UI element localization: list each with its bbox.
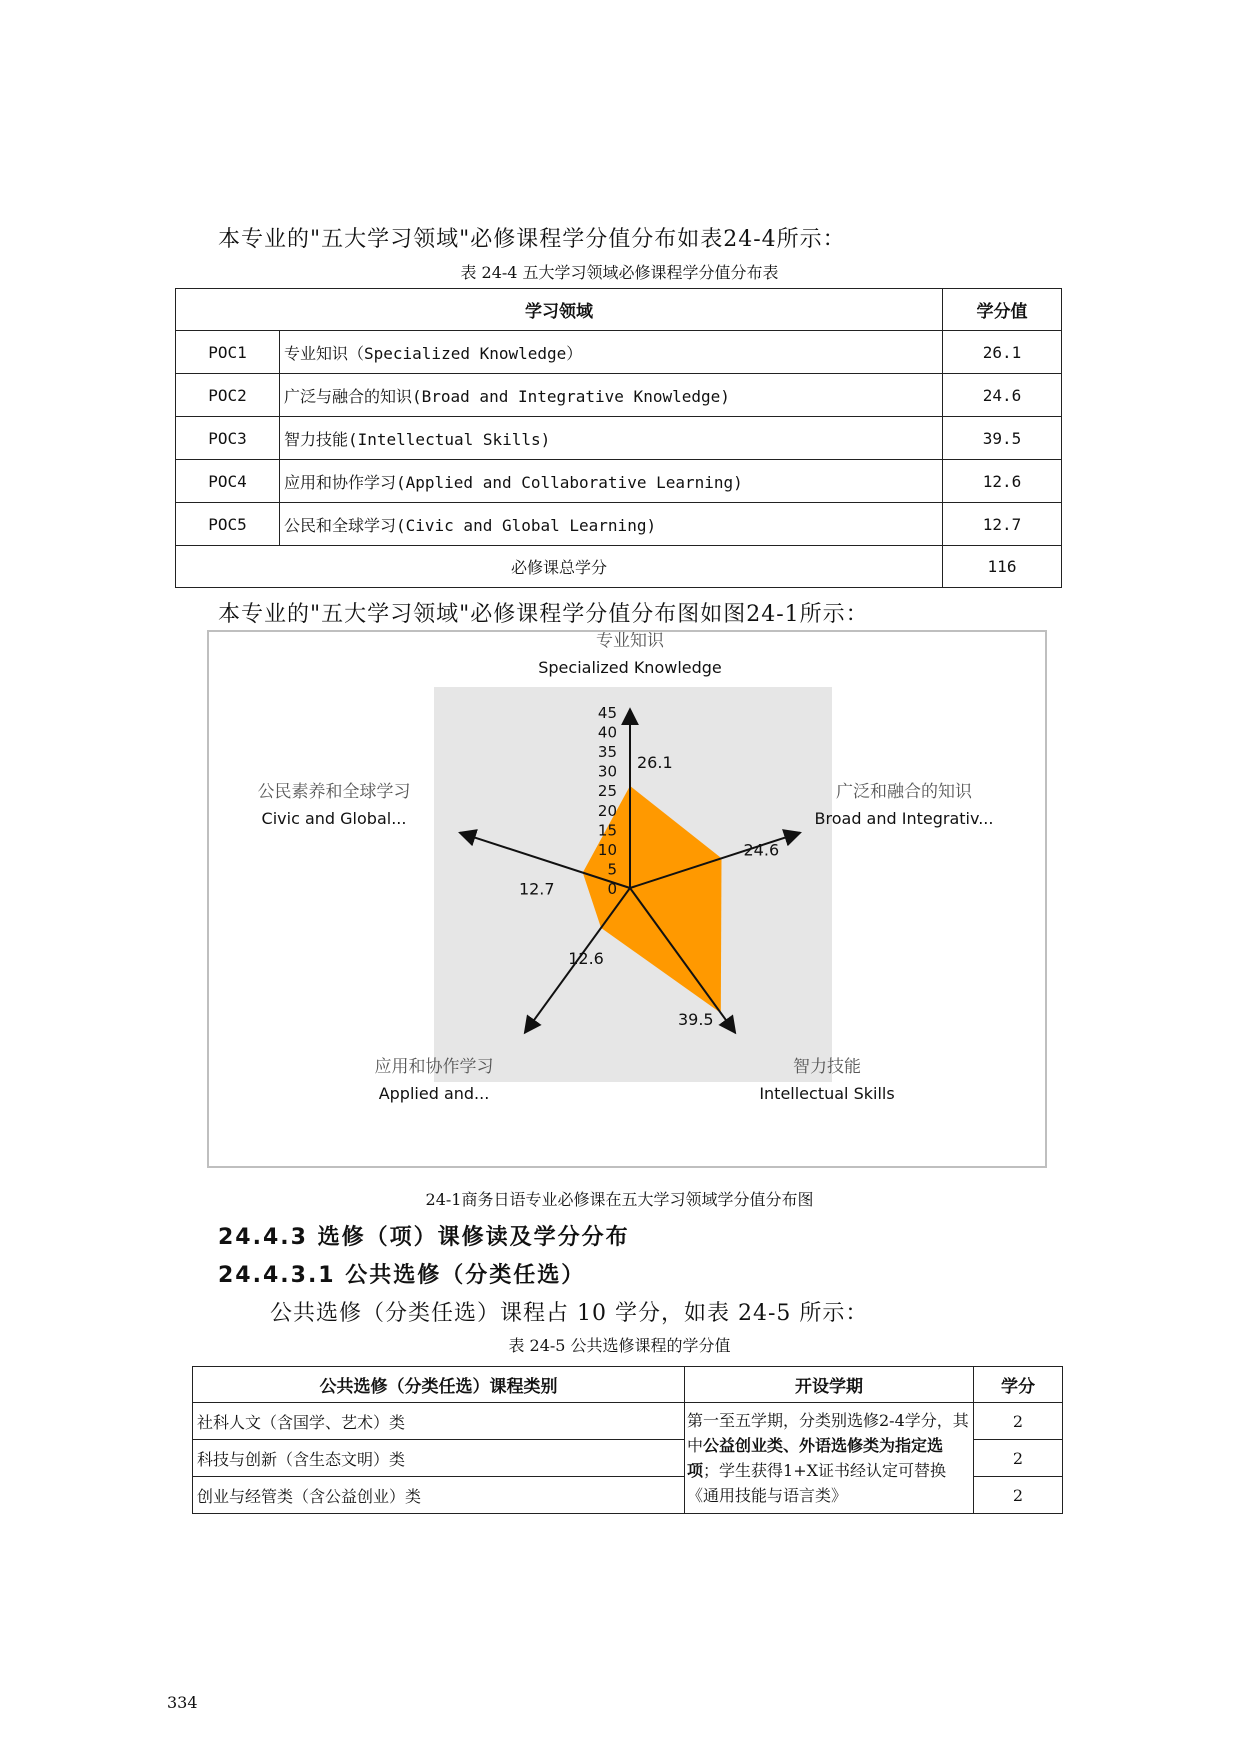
semester-cell <box>685 1403 974 1514</box>
category-label-en: Applied and... <box>378 1084 490 1103</box>
table-row <box>176 374 1062 417</box>
table2-caption: 表 24-5 公共选修课程的学分值 <box>508 1336 731 1355</box>
table-row <box>176 417 1062 460</box>
section-heading-24-4-3: 24.4.3 选修（项）课修读及学分分布 <box>218 1225 630 1250</box>
header-category: 公共选修（分类任选）课程类别 <box>193 1367 685 1403</box>
row-code: POC2 <box>176 374 280 417</box>
row-value: 12.6 <box>943 460 1062 503</box>
row-name: 应用和协作学习(Applied and Collaborative Learning) <box>280 460 943 503</box>
table-row <box>176 503 1062 546</box>
data-label: 26.1 <box>637 752 673 772</box>
category-label-cn: 专业知识 <box>596 632 664 651</box>
row-value: 12.7 <box>943 503 1062 546</box>
table-row <box>193 1403 1063 1440</box>
row-name: 广泛与融合的知识(Broad and Integrative Knowledge) <box>280 374 943 417</box>
radar-chart-frame <box>207 630 1047 1168</box>
table-row <box>176 331 1062 374</box>
category-label-cn: 智力技能 <box>793 1057 861 1077</box>
row-code: POC5 <box>176 503 280 546</box>
axis-tick-label: 5 <box>607 860 617 879</box>
elective-credit-table <box>192 1366 1063 1514</box>
axis-tick-label: 30 <box>597 762 617 781</box>
intro-paragraph-1: 本专业的"五大学习领域"必修课程学分值分布如表24-4所示： <box>218 227 846 252</box>
row-category: 社科人文（含国学、艺术）类 <box>193 1403 685 1440</box>
row-name: 专业知识（Specialized Knowledge） <box>280 331 943 374</box>
data-label: 39.5 <box>677 1009 714 1029</box>
total-value: 116 <box>943 546 1062 588</box>
section-heading-24-4-3-1: 24.4.3.1 公共选修（分类任选） <box>218 1263 586 1288</box>
category-label-cn: 公民素养和全球学习 <box>257 782 411 802</box>
row-category: 科技与创新（含生态文明）类 <box>193 1440 685 1477</box>
header-domain: 学习领域 <box>176 289 943 331</box>
category-label-en: Civic and Global... <box>261 809 407 828</box>
category-label-cn: 广泛和融合的知识 <box>836 782 972 802</box>
row-value: 24.6 <box>943 374 1062 417</box>
row-value: 39.5 <box>943 417 1062 460</box>
category-label-cn: 应用和协作学习 <box>374 1057 494 1077</box>
table1-caption: 表 24-4 五大学习领域必修课程学分值分布表 <box>460 263 779 282</box>
table-row <box>176 460 1062 503</box>
category-label-en: Broad and Integrativ... <box>814 809 994 828</box>
row-code: POC4 <box>176 460 280 503</box>
axis-tick-label: 15 <box>597 821 617 840</box>
semester-text-2: ；学生获得1+X证书经认定可替换《通用技能与语言类》 <box>687 1461 946 1505</box>
intro-paragraph-2: 本专业的"五大学习领域"必修课程学分值分布图如图24-1所示： <box>218 602 869 627</box>
row-credit: 2 <box>974 1440 1063 1477</box>
category-label-en: Specialized Knowledge <box>538 658 722 677</box>
row-name: 公民和全球学习(Civic and Global Learning) <box>280 503 943 546</box>
data-label: 12.7 <box>518 879 555 899</box>
data-label: 12.6 <box>568 948 604 968</box>
page-number: 334 <box>167 1693 198 1712</box>
row-credit: 2 <box>974 1403 1063 1440</box>
semester-text-1: 第一至五学期，分类别选修2-4学分，其中 <box>687 1411 969 1455</box>
row-name: 智力技能(Intellectual Skills) <box>280 417 943 460</box>
header-semester: 开设学期 <box>685 1367 974 1403</box>
row-category: 创业与经管类（含公益创业）类 <box>193 1477 685 1514</box>
total-label: 必修课总学分 <box>176 546 943 588</box>
axis-tick-label: 40 <box>597 723 617 742</box>
row-code: POC3 <box>176 417 280 460</box>
elective-paragraph: 公共选修（分类任选）课程占 10 学分，如表 24-5 所示： <box>270 1301 869 1326</box>
data-label: 24.6 <box>743 840 780 860</box>
axis-tick-label: 35 <box>597 743 617 762</box>
table-total-row <box>176 546 1062 588</box>
axis-tick-label: 10 <box>597 840 617 859</box>
header-credit: 学分值 <box>943 289 1062 331</box>
category-label-en: Intellectual Skills <box>759 1084 895 1103</box>
row-value: 26.1 <box>943 331 1062 374</box>
axis-tick-label: 45 <box>597 704 617 722</box>
axis-tick-label: 25 <box>597 782 617 801</box>
axis-tick-label: 20 <box>597 801 617 820</box>
axis-tick-label: 0 <box>607 880 617 898</box>
header-credit: 学分 <box>974 1367 1063 1403</box>
semester-text-bold: 公益创业类、外语选修类为指定选项 <box>687 1436 944 1480</box>
row-credit: 2 <box>974 1477 1063 1514</box>
credit-distribution-table <box>175 288 1062 588</box>
chart-caption: 24-1商务日语专业必修课在五大学习领域学分值分布图 <box>425 1190 814 1209</box>
row-code: POC1 <box>176 331 280 374</box>
radar-chart <box>209 632 1045 1166</box>
